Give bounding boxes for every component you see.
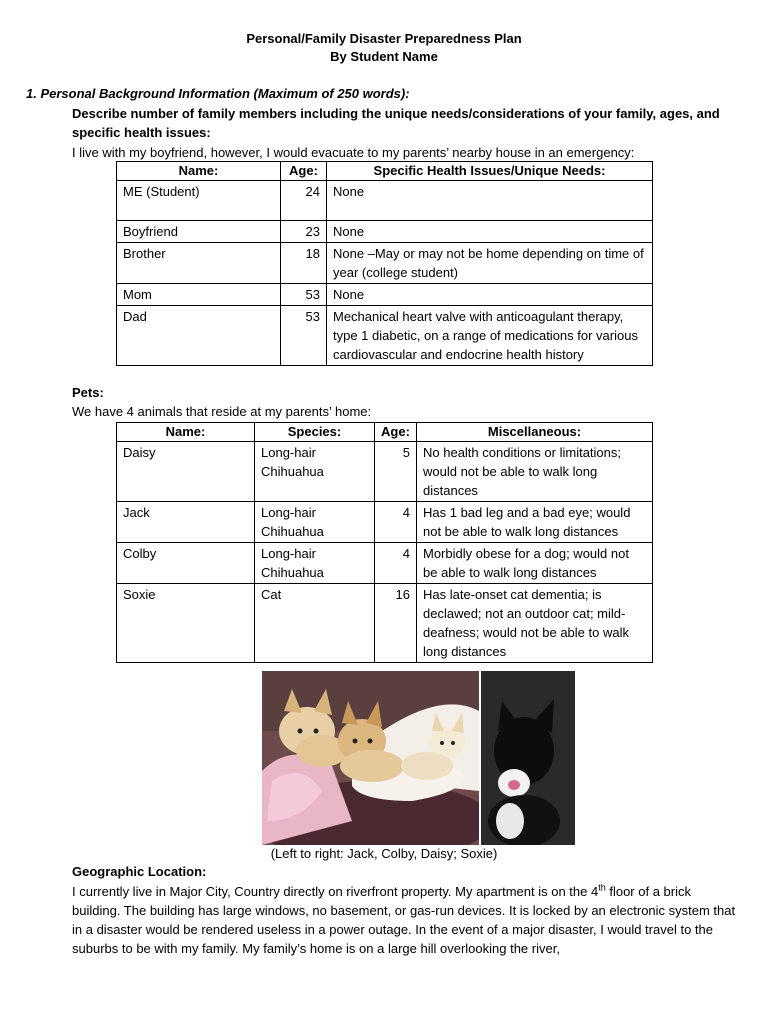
geography-text: I currently live in Major City, Country directly on riverfront property. My apartment is on the 4: [72, 884, 599, 899]
pets-heading: Pets:: [72, 385, 104, 400]
pet-name: Jack: [117, 502, 255, 543]
family-table-header: [117, 162, 653, 181]
column-header: Name:: [117, 423, 255, 442]
member-age: 53: [281, 306, 327, 366]
member-age: 53: [281, 284, 327, 306]
column-header: Age:: [375, 423, 417, 442]
member-needs: None: [327, 221, 653, 243]
table-row: [117, 543, 653, 584]
table-row: [117, 181, 653, 221]
geography-text: floor of a brick building. The building has large windows, no basement, or gas-run devices. It is locked by an electronic system that in a disaster would be rendered useless in a power outage. In the event of a major disaster, I would travel to the suburbs to be with my family. My family’s home is on a large hill overlooking the river,: [72, 884, 736, 956]
pet-name: Daisy: [117, 442, 255, 502]
pet-species: Cat: [255, 584, 375, 663]
photo-caption: (Left to right: Jack, Colby, Daisy; Soxie): [270, 846, 498, 861]
member-needs: None –May or may not be home depending on time of year (college student): [327, 243, 653, 284]
family-table: [116, 161, 653, 366]
document-header: [0, 30, 768, 66]
pet-misc: No health conditions or limitations; would not be able to walk long distances: [417, 442, 653, 502]
pet-species: Long-hair Chihuahua: [255, 543, 375, 584]
pet-name: Colby: [117, 543, 255, 584]
section-description: Describe number of family members including the unique needs/considerations of your family, ages, and specific health issues:: [72, 106, 720, 140]
pet-species: Long-hair Chihuahua: [255, 502, 375, 543]
ordinal-suffix: th: [598, 882, 606, 893]
table-row: [117, 221, 653, 243]
column-header: Name:: [117, 162, 281, 181]
pet-misc: Has late-onset cat dementia; is declawed; not an outdoor cat; mild-deafness; would not be able to walk long distances: [417, 584, 653, 663]
geography-paragraph: [72, 882, 742, 958]
column-header: Age:: [281, 162, 327, 181]
geography-heading: Geographic Location:: [72, 864, 207, 879]
member-name: Mom: [117, 284, 281, 306]
pet-misc: Has 1 bad leg and a bad eye; would not be able to walk long distances: [417, 502, 653, 543]
table-row: [117, 306, 653, 366]
member-age: 24: [281, 181, 327, 221]
member-needs: Mechanical heart valve with anticoagulant therapy, type 1 diabetic, on a range of medications for various cardiovascular and endocrine health history: [327, 306, 653, 366]
table-row: [117, 502, 653, 543]
column-header: Miscellaneous:: [417, 423, 653, 442]
table-row: [117, 243, 653, 284]
document-subtitle: By Student Name: [330, 49, 438, 64]
pet-name: Soxie: [117, 584, 255, 663]
member-name: Dad: [117, 306, 281, 366]
member-needs: None: [327, 284, 653, 306]
member-name: ME (Student): [117, 181, 281, 221]
member-age: 23: [281, 221, 327, 243]
table-row: [117, 584, 653, 663]
section-heading: 1. Personal Background Information (Maximum of 250 words):: [26, 86, 410, 101]
pets-photo: [262, 671, 575, 845]
pet-misc: Morbidly obese for a dog; would not be able to walk long distances: [417, 543, 653, 584]
pet-species: Long-hair Chihuahua: [255, 442, 375, 502]
pet-age: 4: [375, 543, 417, 584]
pets-photo-illustration: [262, 671, 575, 845]
member-name: Brother: [117, 243, 281, 284]
member-age: 18: [281, 243, 327, 284]
pet-age: 16: [375, 584, 417, 663]
member-needs: None: [327, 181, 653, 221]
table-row: [117, 284, 653, 306]
pets-intro: We have 4 animals that reside at my parents’ home:: [72, 404, 372, 419]
pet-age: 5: [375, 442, 417, 502]
table-row: [117, 442, 653, 502]
document-title: Personal/Family Disaster Preparedness Plan: [246, 31, 522, 46]
column-header: Species:: [255, 423, 375, 442]
pet-table-header: [117, 423, 653, 442]
member-name: Boyfriend: [117, 221, 281, 243]
pet-table: [116, 422, 653, 663]
pet-age: 4: [375, 502, 417, 543]
family-intro: I live with my boyfriend, however, I would evacuate to my parents’ nearby house in an emergency:: [72, 145, 635, 160]
column-header: Specific Health Issues/Unique Needs:: [327, 162, 653, 181]
